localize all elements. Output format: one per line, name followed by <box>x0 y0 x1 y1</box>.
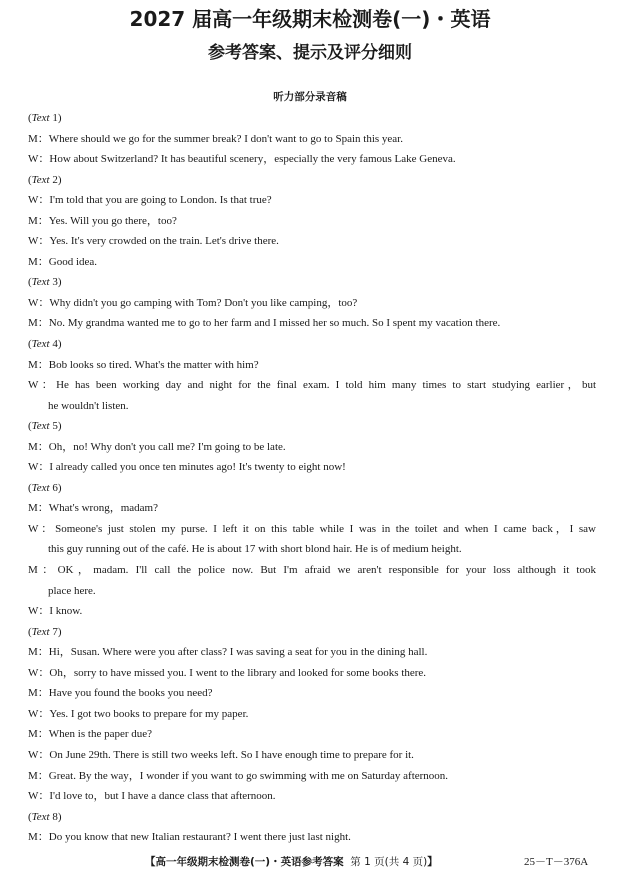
dialogue-line: W：Yes. I got two books to prepare for my paper. <box>28 707 249 720</box>
text-label-number: 2) <box>49 173 62 186</box>
text-label-prefix: ( <box>28 276 32 289</box>
text-label-prefix: ( <box>28 420 32 433</box>
transcript-body <box>28 108 596 848</box>
dialogue-line: W：I'd love to，but I have a dance class that afternoon. <box>28 790 276 803</box>
dialogue-line-continuation: this guy running out of the café. He is about 17 with short blond hair. He is of medium height. <box>48 543 462 556</box>
dialogue-line: M：Great. By the way，I wonder if you want to go swimming with me on Saturday afternoon. <box>28 769 449 782</box>
dialogue-line: W：I know. <box>28 605 83 618</box>
dialogue-line-continuation: he wouldn't listen. <box>48 399 129 412</box>
text-label-number: 4) <box>49 338 62 351</box>
page-title: 2027 届高一年级期末检测卷(一)・英语 <box>129 7 491 31</box>
dialogue-line: M：Hi，Susan. Where were you after class? I was saving a seat for you in the dining hall. <box>28 646 428 659</box>
text-label <box>28 334 596 355</box>
text-label <box>28 272 596 293</box>
text-label-prefix: ( <box>28 112 32 124</box>
page-subtitle: 参考答案、提示及评分细则 <box>208 43 412 63</box>
text-label <box>28 108 596 129</box>
dialogue-line-continuation: place here. <box>48 584 96 597</box>
text-label-word: Text <box>31 338 50 351</box>
text-label-number: 6) <box>49 481 62 494</box>
text-label-number: 7) <box>49 625 62 638</box>
dialogue-line: M：Have you found the books you need? <box>28 687 213 700</box>
text-label-prefix: ( <box>28 338 32 351</box>
dialogue-line: W：Why didn't you go camping with Tom? Don't you like camping，too? <box>28 296 358 309</box>
dialogue-line: W：I'm told that you are going to London. Is that true? <box>28 194 272 207</box>
footer-right-bracket: 】 <box>427 856 438 868</box>
text-label-word: Text <box>31 112 50 124</box>
section-heading: 听力部分录音稿 <box>273 91 347 103</box>
text-label-prefix: ( <box>28 481 32 494</box>
dialogue-line: W：Someone's just stolen my purse. I left it on this table while I was in the toilet and when I came back，I saw <box>28 522 596 535</box>
text-label-number: 5) <box>49 420 62 433</box>
dialogue-line: M：Good idea. <box>28 255 98 268</box>
footer-exam-name: 高一年级期末检测卷(一)・英语参考答案 <box>155 856 344 868</box>
dialogue-line: W：Oh，sorry to have missed you. I went to the library and looked for some books there. <box>28 666 427 679</box>
text-label-number: 1) <box>49 112 62 124</box>
text-label-number: 3) <box>49 276 62 289</box>
dialogue-line: M：Bob looks so tired. What's the matter with him? <box>28 358 259 371</box>
text-label-word: Text <box>31 625 50 638</box>
text-label-word: Text <box>31 420 50 433</box>
footer-page-info: 第 1 页(共 4 页) <box>350 856 428 868</box>
text-label-number: 8) <box>49 810 62 823</box>
dialogue-line: M：No. My grandma wanted me to go to her farm and I missed her so much. So I spent my vacation there. <box>28 317 501 330</box>
dialogue-line: M：What's wrong，madam? <box>28 502 158 515</box>
text-label-word: Text <box>31 173 50 186</box>
text-label <box>28 416 596 437</box>
footer-title <box>145 853 438 871</box>
text-label <box>28 170 596 191</box>
text-label <box>28 478 596 499</box>
text-label-prefix: ( <box>28 173 32 186</box>
dialogue-line: M：Where should we go for the summer break? I don't want to go to Spain this year. <box>28 132 403 145</box>
page-footer <box>0 853 620 871</box>
text-label <box>28 807 596 828</box>
dialogue-line: M：Yes. Will you go there，too? <box>28 214 177 227</box>
dialogue-line: W：How about Switzerland? It has beautiful scenery，especially the very famous Lake Geneva. <box>28 153 456 166</box>
dialogue-line: M：Oh，no! Why don't you call me? I'm going to be late. <box>28 440 286 453</box>
dialogue-line: W：Yes. It's very crowded on the train. Let's drive there. <box>28 235 279 248</box>
text-label-word: Text <box>31 276 50 289</box>
dialogue-line: W：On June 29th. There is still two weeks left. So I have enough time to prepare for it. <box>28 748 414 761</box>
dialogue-line: W：He has been working day and night for the final exam. I told him many times to start studying earlier，but <box>28 379 596 392</box>
footer-code: 25－T－376A <box>524 856 589 868</box>
dialogue-line: W：I already called you once ten minutes ago! It's twenty to eight now! <box>28 461 346 474</box>
dialogue-line: M：When is the paper due? <box>28 728 153 741</box>
text-label-prefix: ( <box>28 810 32 823</box>
text-label-prefix: ( <box>28 625 32 638</box>
dialogue-line: M：Do you know that new Italian restaurant? I went there just last night. <box>28 831 351 844</box>
footer-left-bracket: 【 <box>145 856 156 868</box>
text-label-word: Text <box>31 481 50 494</box>
dialogue-line: M：OK，madam. I'll call the police now. But I'm afraid we aren't responsible for your loss although it took <box>28 564 596 577</box>
text-label <box>28 622 596 643</box>
text-label-word: Text <box>31 810 50 823</box>
